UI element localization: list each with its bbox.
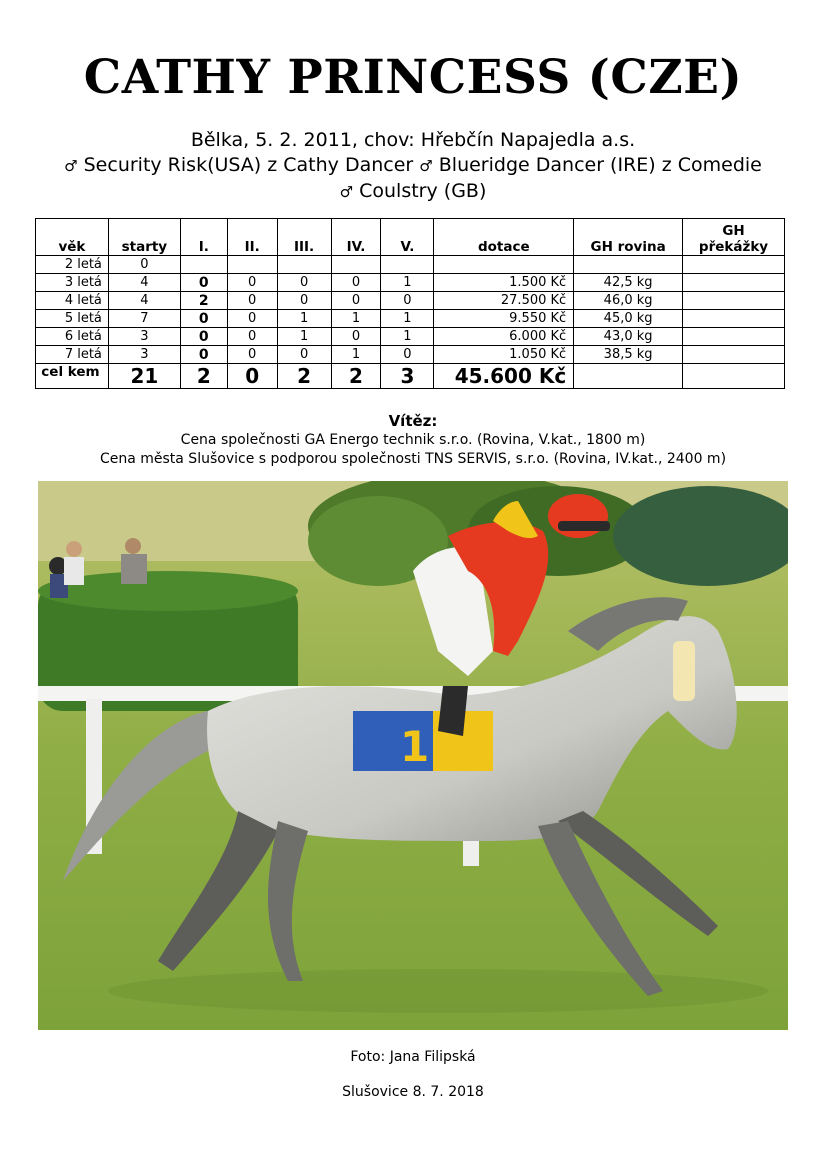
cell-fourth: 0 xyxy=(331,328,381,346)
cell-fifth: 1 xyxy=(381,310,434,328)
total-fifth: 3 xyxy=(381,364,434,389)
cell-age: 5 letá xyxy=(36,310,109,328)
total-fourth: 2 xyxy=(331,364,381,389)
cell-starts: 4 xyxy=(108,292,180,310)
damsire-dam: Blueridge Dancer (IRE) z Comedie xyxy=(438,154,762,176)
horse-name: CATHY PRINCESS (CZE) xyxy=(83,50,743,105)
horse-photo xyxy=(38,481,788,1030)
cell-first: 2 xyxy=(180,292,227,310)
cell-second: 0 xyxy=(227,292,277,310)
cell-gh-jumps xyxy=(683,256,785,274)
header-starts: starty xyxy=(108,219,180,256)
cell-fourth: 1 xyxy=(331,346,381,364)
cell-fourth: 0 xyxy=(331,292,381,310)
cell-age: 2 letá xyxy=(36,256,109,274)
cell-fifth: 1 xyxy=(381,328,434,346)
cell-third: 1 xyxy=(277,328,331,346)
pedigree xyxy=(0,128,826,205)
cell-age: 6 letá xyxy=(36,328,109,346)
sire-dam: Security Risk(USA) z Cathy Dancer xyxy=(83,154,414,176)
cell-second: 0 xyxy=(227,346,277,364)
cell-prize: 1.500 Kč xyxy=(434,274,574,292)
cell-third xyxy=(277,256,331,274)
cell-starts: 4 xyxy=(108,274,180,292)
birth-breeder-line: Bělka, 5. 2. 2011, chov: Hřebčín Napajedla a.s. xyxy=(190,129,636,151)
header-fourth: IV. xyxy=(331,219,381,256)
cell-starts: 3 xyxy=(108,328,180,346)
cell-third: 1 xyxy=(277,310,331,328)
cell-first: 0 xyxy=(180,328,227,346)
cell-gh-flat: 46,0 kg xyxy=(574,292,683,310)
total-third: 2 xyxy=(277,364,331,389)
cell-gh-flat: 38,5 kg xyxy=(574,346,683,364)
cell-prize: 27.500 Kč xyxy=(434,292,574,310)
cell-gh-flat: 45,0 kg xyxy=(574,310,683,328)
table-row xyxy=(36,310,785,328)
header-prize-money: dotace xyxy=(434,219,574,256)
table-row xyxy=(36,256,785,274)
winner-race-1: Cena společnosti GA Energo technik s.r.o. (Rovina, V.kat., 1800 m) xyxy=(180,432,646,448)
racing-stats-table xyxy=(35,218,785,389)
cell-third: 0 xyxy=(277,292,331,310)
cell-prize: 6.000 Kč xyxy=(434,328,574,346)
table-total-row xyxy=(36,364,785,389)
cell-fifth xyxy=(381,256,434,274)
cell-gh-jumps xyxy=(683,274,785,292)
cell-fourth xyxy=(331,256,381,274)
header-first: I. xyxy=(180,219,227,256)
cell-first: 0 xyxy=(180,346,227,364)
saddle-number: 1 xyxy=(400,722,430,771)
winner-section xyxy=(0,412,826,469)
cell-starts: 7 xyxy=(108,310,180,328)
cell-fourth: 0 xyxy=(331,274,381,292)
total-starts: 21 xyxy=(108,364,180,389)
cell-second xyxy=(227,256,277,274)
cell-prize xyxy=(434,256,574,274)
total-gh-jumps xyxy=(683,364,785,389)
cell-prize: 1.050 Kč xyxy=(434,346,574,364)
cell-third: 0 xyxy=(277,346,331,364)
header-gh-flat: GH rovina xyxy=(574,219,683,256)
header-third: III. xyxy=(277,219,331,256)
cell-gh-flat xyxy=(574,256,683,274)
total-second: 0 xyxy=(227,364,277,389)
header-gh-jumps: GH překážky xyxy=(683,219,785,256)
table-row xyxy=(36,346,785,364)
granddam-line xyxy=(0,179,826,205)
cell-first xyxy=(180,256,227,274)
cell-fifth: 1 xyxy=(381,274,434,292)
cell-gh-jumps xyxy=(683,328,785,346)
sire-line xyxy=(0,153,826,179)
cell-second: 0 xyxy=(227,274,277,292)
table-row xyxy=(36,328,785,346)
cell-age: 4 letá xyxy=(36,292,109,310)
total-prize: 45.600 Kč xyxy=(434,364,574,389)
cell-gh-flat: 43,0 kg xyxy=(574,328,683,346)
total-age: cel kem xyxy=(36,364,109,389)
damsire-symbol-icon: ♂ xyxy=(419,157,433,175)
photo-credit: Foto: Jana Filipská xyxy=(350,1049,476,1065)
table-row xyxy=(36,274,785,292)
cell-first: 0 xyxy=(180,274,227,292)
cell-gh-jumps xyxy=(683,310,785,328)
cell-age: 7 letá xyxy=(36,346,109,364)
cell-fourth: 1 xyxy=(331,310,381,328)
winner-label: Vítěz: xyxy=(388,412,438,430)
cell-starts: 3 xyxy=(108,346,180,364)
cell-prize: 9.550 Kč xyxy=(434,310,574,328)
winner-race-2: Cena města Slušovice s podporou společnosti TNS SERVIS, s.r.o. (Rovina, IV.kat., 2400 m) xyxy=(99,451,727,467)
cell-age: 3 letá xyxy=(36,274,109,292)
cell-second: 0 xyxy=(227,310,277,328)
table-row xyxy=(36,292,785,310)
total-gh-flat xyxy=(574,364,683,389)
cell-first: 0 xyxy=(180,310,227,328)
cell-fifth: 0 xyxy=(381,292,434,310)
cell-second: 0 xyxy=(227,328,277,346)
sire-symbol-icon: ♂ xyxy=(64,157,78,175)
cell-gh-jumps xyxy=(683,346,785,364)
cell-gh-jumps xyxy=(683,292,785,310)
header-age: věk xyxy=(36,219,109,256)
cell-starts: 0 xyxy=(108,256,180,274)
table-header-row xyxy=(36,219,785,256)
cell-third: 0 xyxy=(277,274,331,292)
cell-gh-flat: 42,5 kg xyxy=(574,274,683,292)
cell-fifth: 0 xyxy=(381,346,434,364)
header-second: II. xyxy=(227,219,277,256)
header-fifth: V. xyxy=(381,219,434,256)
place-date: Slušovice 8. 7. 2018 xyxy=(342,1084,484,1100)
total-first: 2 xyxy=(180,364,227,389)
granddamsire-symbol-icon: ♂ xyxy=(339,183,354,201)
granddamsire: Coulstry (GB) xyxy=(359,180,487,202)
